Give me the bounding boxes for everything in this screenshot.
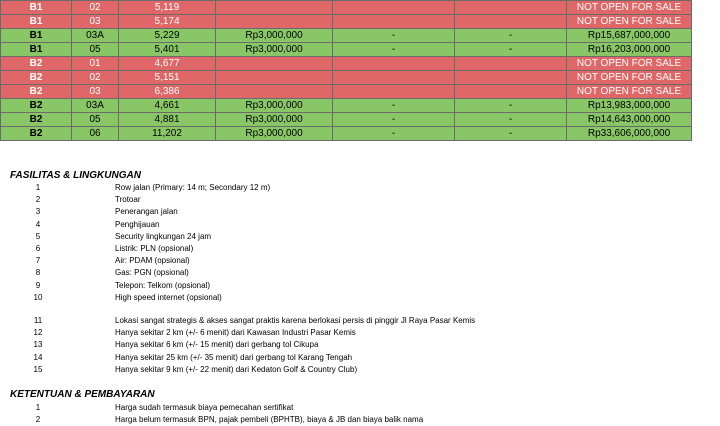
list-item-number: 13 xyxy=(33,340,43,350)
cell-x2: - xyxy=(455,113,567,127)
table-row xyxy=(1,85,692,99)
cell-x1: - xyxy=(333,29,455,43)
cell-luas: 5,174 xyxy=(119,15,216,29)
cell-harga xyxy=(216,15,333,29)
cell-no: 05 xyxy=(72,43,119,57)
table-row xyxy=(1,127,692,141)
list-item-text: Telepon: Telkom (opsional) xyxy=(115,280,211,290)
list-item-text: Security lingkungan 24 jam xyxy=(115,231,212,241)
cell-no: 05 xyxy=(72,113,119,127)
cell-harga xyxy=(216,71,333,85)
table-row xyxy=(1,99,692,113)
list-item-number: 2 xyxy=(35,195,41,205)
cell-x2 xyxy=(455,85,567,99)
cell-blok: B2 xyxy=(1,99,72,113)
cell-x1: - xyxy=(333,99,455,113)
list-item-text: Gas: PGN (opsional) xyxy=(115,268,189,278)
cell-total: Rp33,606,000,000 xyxy=(567,127,692,141)
cell-x2: - xyxy=(455,43,567,57)
table-row xyxy=(1,1,692,15)
list-item xyxy=(0,364,720,376)
list-item xyxy=(0,402,720,414)
cell-blok: B1 xyxy=(1,43,72,57)
ketentuan-title: KETENTUAN & PEMBAYARAN xyxy=(10,389,155,400)
list-item-number: 6 xyxy=(35,243,41,253)
list-item-number: 3 xyxy=(35,207,41,217)
list-item-text: Hanya sekitar 6 km (+/- 15 menit) dari gerbang tol Cikupa xyxy=(115,340,319,350)
list-item-text: Hanya sekitar 25 km (+/- 35 menit) dari gerbang tol Karang Tengah xyxy=(115,352,353,362)
list-item-text: Hanya sekitar 2 km (+/- 6 menit) dari Kawasan Industri Pasar Kemis xyxy=(115,328,356,338)
cell-total: NOT OPEN FOR SALE xyxy=(567,71,692,85)
list-item-text: Row jalan (Primary: 14 m; Secondary 12 m) xyxy=(115,183,271,192)
cell-harga: Rp3,000,000 xyxy=(216,99,333,113)
fasilitas-list xyxy=(0,182,720,304)
cell-x1: - xyxy=(333,127,455,141)
cell-blok: B2 xyxy=(1,57,72,71)
cell-no: 06 xyxy=(72,127,119,141)
cell-blok: B1 xyxy=(1,1,72,15)
cell-no: 03 xyxy=(72,15,119,29)
cell-no: 03A xyxy=(72,29,119,43)
cell-luas: 5,401 xyxy=(119,43,216,57)
cell-total: NOT OPEN FOR SALE xyxy=(567,15,692,29)
cell-x2 xyxy=(455,1,567,15)
cell-total: Rp16,203,000,000 xyxy=(567,43,692,57)
cell-harga: Rp3,000,000 xyxy=(216,43,333,57)
cell-luas: 5,151 xyxy=(119,71,216,85)
list-item xyxy=(0,339,720,351)
list-item xyxy=(0,280,720,292)
cell-x1 xyxy=(333,1,455,15)
table-row xyxy=(1,15,692,29)
cell-x1 xyxy=(333,71,455,85)
cell-luas: 6,386 xyxy=(119,85,216,99)
cell-harga: Rp3,000,000 xyxy=(216,127,333,141)
cell-no: 02 xyxy=(72,71,119,85)
cell-total: NOT OPEN FOR SALE xyxy=(567,1,692,15)
list-item xyxy=(0,243,720,255)
cell-no: 03A xyxy=(72,99,119,113)
location-list xyxy=(0,315,720,376)
list-item-number: 12 xyxy=(33,328,43,338)
cell-total: Rp15,687,000,000 xyxy=(567,29,692,43)
cell-x1 xyxy=(333,57,455,71)
cell-no: 01 xyxy=(72,57,119,71)
list-item-number: 1 xyxy=(35,183,41,192)
cell-harga: Rp3,000,000 xyxy=(216,29,333,43)
table-row xyxy=(1,113,692,127)
list-item-number: 10 xyxy=(33,292,43,302)
list-item xyxy=(0,352,720,364)
cell-x1: - xyxy=(333,113,455,127)
table-row xyxy=(1,57,692,71)
cell-total: Rp14,643,000,000 xyxy=(567,113,692,127)
cell-total: NOT OPEN FOR SALE xyxy=(567,57,692,71)
cell-harga xyxy=(216,85,333,99)
list-item-text: High speed internet (opsional) xyxy=(115,292,222,302)
list-item-number: 11 xyxy=(33,316,43,325)
list-item-text: Hanya sekitar 9 km (+/- 22 menit) dari Kedaton Golf & Country Club) xyxy=(115,364,358,374)
cell-blok: B2 xyxy=(1,71,72,85)
list-item xyxy=(0,315,720,327)
list-item-number: 14 xyxy=(33,352,43,362)
cell-luas: 11,202 xyxy=(119,127,216,141)
list-item xyxy=(0,255,720,267)
list-item xyxy=(0,414,720,426)
cell-harga xyxy=(216,1,333,15)
list-item xyxy=(0,182,720,194)
list-item-text: Harga sudah termasuk biaya pemecahan sertifikat xyxy=(115,403,294,412)
cell-x2 xyxy=(455,71,567,85)
table-row xyxy=(1,29,692,43)
table-row xyxy=(1,43,692,57)
cell-x1 xyxy=(333,85,455,99)
cell-luas: 5,229 xyxy=(119,29,216,43)
cell-blok: B1 xyxy=(1,15,72,29)
list-item xyxy=(0,231,720,243)
cell-x2: - xyxy=(455,29,567,43)
list-item xyxy=(0,292,720,304)
cell-x2 xyxy=(455,15,567,29)
ketentuan-list xyxy=(0,402,720,426)
cell-x2: - xyxy=(455,127,567,141)
list-item-text: Penghijauan xyxy=(115,219,160,229)
list-item-number: 15 xyxy=(33,364,43,374)
list-item-text: Air: PDAM (opsional) xyxy=(115,256,190,266)
cell-x1 xyxy=(333,15,455,29)
cell-luas: 5,119 xyxy=(119,1,216,15)
cell-luas: 4,677 xyxy=(119,57,216,71)
list-item xyxy=(0,267,720,279)
list-item-number: 1 xyxy=(35,403,41,412)
list-item-text: Penerangan jalan xyxy=(115,207,178,217)
list-item xyxy=(0,194,720,206)
cell-luas: 4,661 xyxy=(119,99,216,113)
list-item-number: 8 xyxy=(35,268,41,278)
cell-x1: - xyxy=(333,43,455,57)
cell-harga xyxy=(216,57,333,71)
cell-blok: B2 xyxy=(1,127,72,141)
cell-x2 xyxy=(455,57,567,71)
table-row xyxy=(1,71,692,85)
cell-x2: - xyxy=(455,99,567,113)
list-item xyxy=(0,327,720,339)
list-item-number: 9 xyxy=(35,280,41,290)
list-item-number: 2 xyxy=(35,415,41,425)
list-item xyxy=(0,206,720,218)
list-item-number: 5 xyxy=(35,231,41,241)
cell-blok: B2 xyxy=(1,113,72,127)
list-item-text: Harga belum termasuk BPN, pajak pembeli (BPHTB), biaya & JB dan biaya balik nama xyxy=(115,415,424,425)
cell-total: Rp13,983,000,000 xyxy=(567,99,692,113)
cell-blok: B1 xyxy=(1,29,72,43)
list-item-text: Lokasi sangat strategis & akses sangat praktis karena berlokasi persis di pinggir Jl Raya Pasar Kemis xyxy=(115,316,476,325)
cell-luas: 4,881 xyxy=(119,113,216,127)
cell-total: NOT OPEN FOR SALE xyxy=(567,85,692,99)
cell-blok: B2 xyxy=(1,85,72,99)
cell-harga: Rp3,000,000 xyxy=(216,113,333,127)
list-item-text: Trotoar xyxy=(115,195,141,205)
cell-no: 02 xyxy=(72,1,119,15)
list-item xyxy=(0,219,720,231)
fasilitas-title: FASILITAS & LINGKUNGAN xyxy=(10,170,141,181)
cell-no: 03 xyxy=(72,85,119,99)
list-item-text: Listrik: PLN (opsional) xyxy=(115,243,194,253)
price-table xyxy=(0,0,692,141)
list-item-number: 4 xyxy=(35,219,41,229)
list-item-number: 7 xyxy=(35,256,41,266)
